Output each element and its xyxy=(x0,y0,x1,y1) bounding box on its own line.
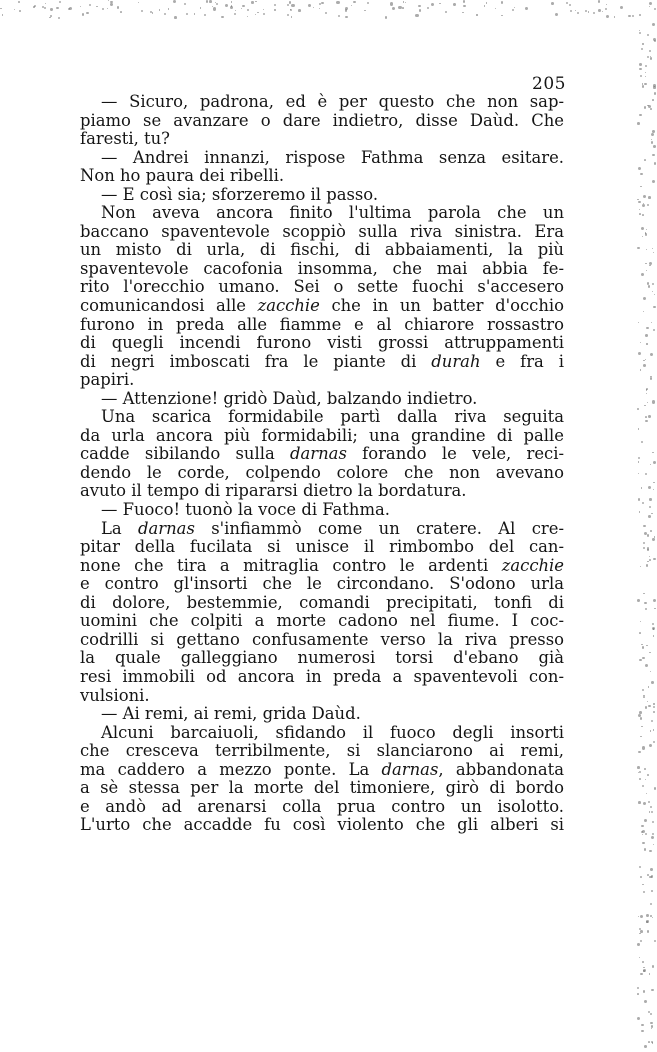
text-line: comunicandosi alle zacchie che in un batter d'occhio xyxy=(80,296,564,316)
text-line: — Andrei innanzi, rispose Fathma senza esitare. xyxy=(101,147,564,167)
text-line: La darnas s'infiammò come un cratere. Al cre- xyxy=(101,518,564,538)
text-line: di dolore, bestemmie, comandi precipitati, tonfi di xyxy=(80,592,564,612)
text-line: e andò ad arenarsi colla prua contro un isolotto. xyxy=(80,796,564,816)
text-line: pitar della fucilata si unisce il rimbombo del can- xyxy=(80,537,564,557)
text-line: a sè stessa per la morte del timoniere, girò di bordo xyxy=(80,778,564,798)
text-line: da urla ancora più formidabili; una grandine di palle xyxy=(80,425,564,445)
body-text xyxy=(80,93,564,835)
scan-speckle-right xyxy=(637,0,657,1052)
text-line: codrilli si gettano confusamente verso la riva presso xyxy=(80,629,564,649)
text-line: la quale galleggiano numerosi torsi d'ebano già xyxy=(80,648,564,668)
text-line: none che tira a mitraglia contro le ardenti zacchie xyxy=(80,555,564,575)
text-line: ma caddero a mezzo ponte. La darnas, abbandonata xyxy=(80,759,564,779)
text-line: che cresceva terribilmente, si slanciarono ai remi, xyxy=(80,741,564,761)
text-line: avuto il tempo di ripararsi dietro la bordatura. xyxy=(80,481,467,501)
text-line: resi immobili od ancora in preda a spaventevoli con- xyxy=(80,666,564,686)
text-line: papiri. xyxy=(80,370,135,390)
text-line: furono in preda alle fiamme e al chiarore rossastro xyxy=(80,314,564,334)
text-line: piamo se avanzare o dare indietro, disse Daùd. Che xyxy=(80,110,564,130)
text-line: dendo le corde, colpendo colore che non avevano xyxy=(80,462,564,482)
text-line: spaventevole cacofonia insomma, che mai abbia fe- xyxy=(80,258,564,278)
text-line: di quegli incendi furono visti grossi attruppamenti xyxy=(80,333,564,353)
text-line: — Attenzione! gridò Daùd, balzando indietro. xyxy=(101,388,478,408)
text-line: cadde sibilando sulla darnas forando le vele, reci- xyxy=(80,444,564,464)
text-line: — Fuoco! tuonò la voce di Fathma. xyxy=(101,500,390,520)
text-line: di negri imboscati fra le piante di durah e fra i xyxy=(80,351,564,371)
text-line: — Sicuro, padrona, ed è per questo che non sap- xyxy=(101,92,564,111)
text-line: rito l'orecchio umano. Sei o sette fuochi s'accesero xyxy=(80,277,564,297)
text-line: Non aveva ancora finito l'ultima parola che un xyxy=(101,203,564,223)
page-number: 205 xyxy=(532,74,566,94)
text-line: — E così sia; sforzeremo il passo. xyxy=(101,184,379,204)
text-line: faresti, tu? xyxy=(80,129,170,149)
scan-speckle-top xyxy=(0,0,657,22)
text-line: Non ho paura dei ribelli. xyxy=(80,166,285,186)
text-line: Alcuni barcaiuoli, sfidando il fuoco degli insorti xyxy=(101,722,564,742)
text-line: un misto di urla, di fischi, di abbaiamenti, la più xyxy=(80,240,564,260)
text-line: Una scarica formidabile partì dalla riva seguita xyxy=(101,407,564,427)
text-line: e contro gl'insorti che le circondano. S'odono urla xyxy=(80,574,564,594)
text-line: vulsioni. xyxy=(80,685,150,705)
text-line: uomini che colpiti a morte cadono nel fiume. I coc- xyxy=(80,611,564,631)
text-line: — Ai remi, ai remi, grida Daùd. xyxy=(101,704,361,724)
text-line: L'urto che accadde fu così violento che gli alberi si xyxy=(80,815,564,835)
text-line: baccano spaventevole scoppiò sulla riva sinistra. Era xyxy=(80,221,564,241)
